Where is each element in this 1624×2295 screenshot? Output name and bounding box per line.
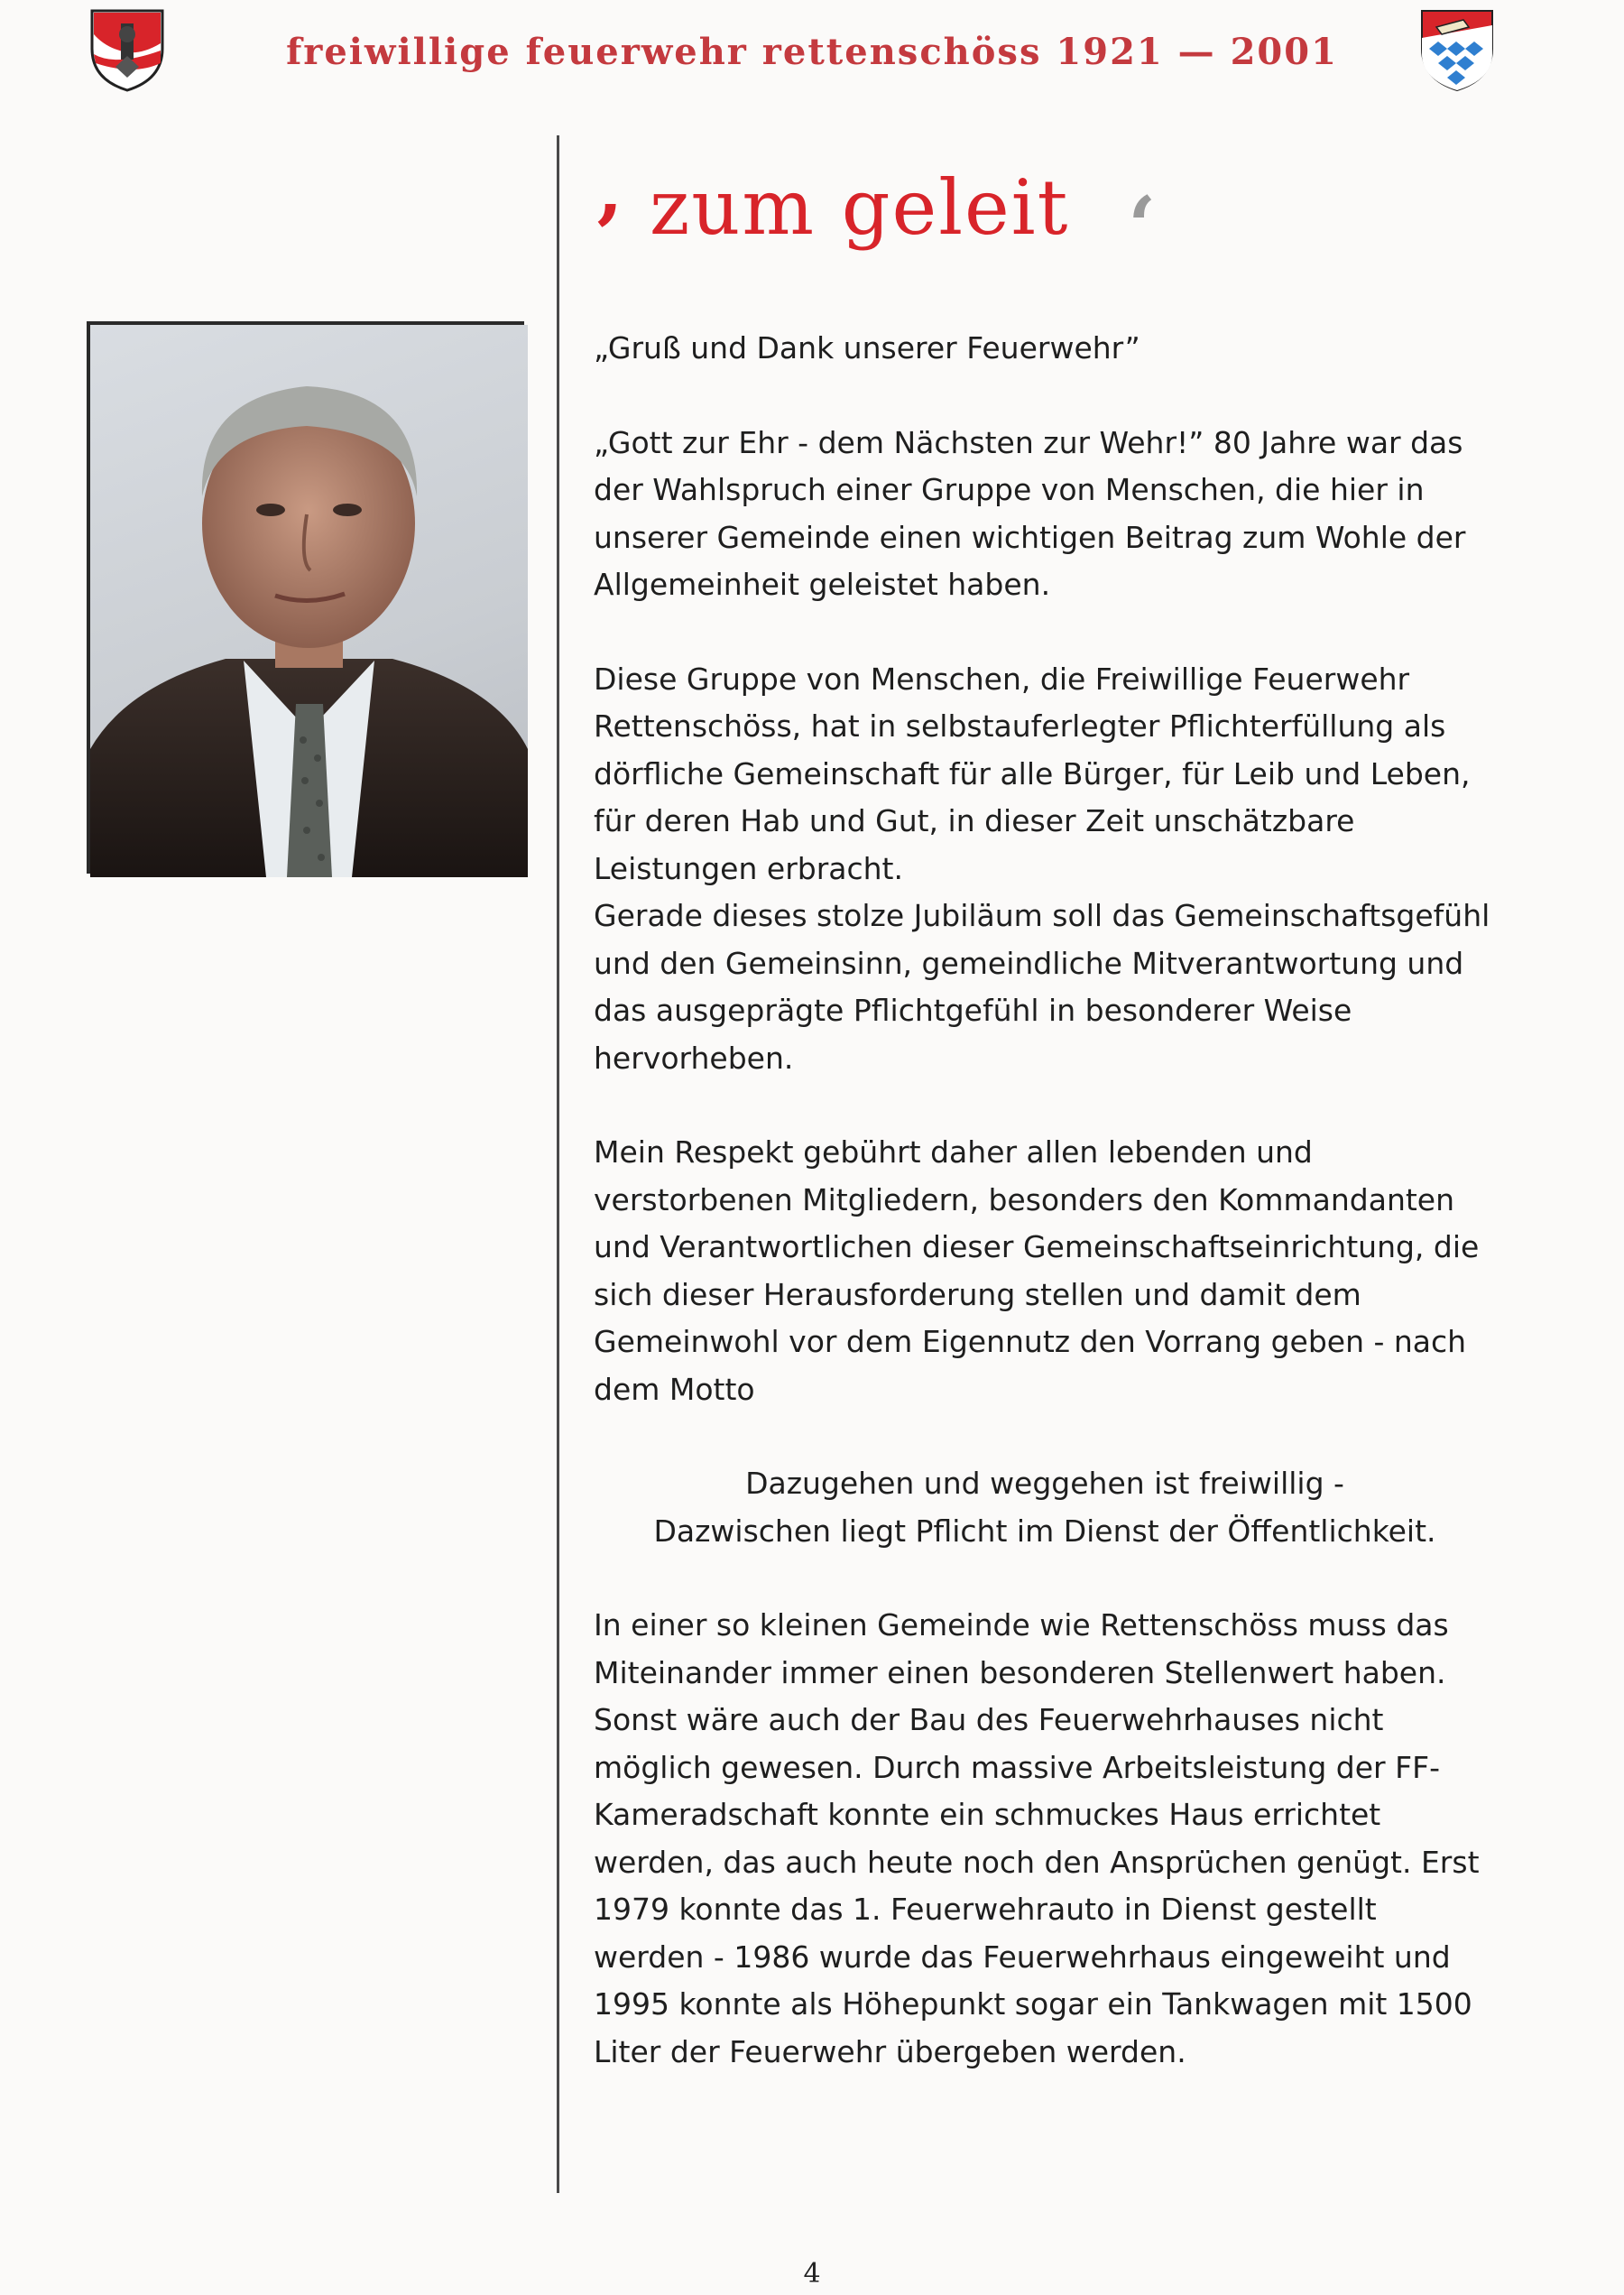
paragraph-jubilee: Gerade dieses stolze Jubiläum soll das Gemeinschaftsgefühl und den Gemeinsinn, gemeindliche Mitverantwortung und das ausgeprägte Pflichtgefühl in besonderer Weise hervorheben. (594, 898, 1490, 1076)
paragraph-motto-intro: „Gott zur Ehr - dem Nächsten zur Wehr!” 80 Jahre war das der Wahlspruch einer Gruppe von Menschen, die hier in unserer Gemeinde einen wichtigen Beitrag zum Wohle der Allgemeinheit geleistet haben. (594, 424, 1466, 602)
page-number: 4 (803, 2258, 821, 2290)
municipal-crest-icon (1418, 7, 1496, 94)
paragraph-community: In einer so kleinen Gemeinde wie Rettenschöss muss das Miteinander immer einen besonderen Stellenwert haben. Sonst wäre auch der Bau des Feuerwehrhauses nicht möglich gewesen. Durch massive Arbeitsleistung der FF-Kameradschaft konnte ein schmuckes Haus errichtet werden, das auch heute noch den Ansprüchen genügt. Erst 1979 konnte das 1. Feuerwehrauto in Dienst gestellt werden - 1986 wurde das Feuerwehrhaus eingeweiht und 1995 konnte als Höhepunkt sogar ein Tankwagen mit 1500 Liter der Feuerwehr übergeben werden. (594, 1607, 1480, 2069)
motto-line-1: Dazugehen und weggehen ist freiwillig - (745, 1466, 1344, 1501)
portrait-illustration (90, 325, 528, 877)
paragraph-group: Diese Gruppe von Menschen, die Freiwillige Feuerwehr Rettenschöss, hat in selbstauferlegter Pflichterfüllung als dörfliche Gemeinschaft für alle Bürger, für Leib und Leben, für deren Hab und Gut, in dieser Zeit unschätzbare Leistungen erbracht. (594, 661, 1471, 886)
portrait-photo (90, 325, 528, 877)
paragraph-respect: Mein Respekt gebührt daher allen lebenden und verstorbenen Mitgliedern, besonders den Kommandanten und Verantwortlichen dieser Gemeinschaftseinrichtung, die sich dieser Herausforderung stellen und damit dem Gemeinwohl vor dem Eigennutz den Vorrang geben - nach dem Motto (594, 1134, 1480, 1407)
motto-block (594, 1460, 1496, 1555)
page-header-title: freiwillige feuerwehr rettenschöss 1921 — 2001 (286, 31, 1338, 73)
fire-brigade-crest-icon (88, 7, 166, 94)
greeting-line: „Gruß und Dank unserer Feuerwehr” (594, 330, 1140, 366)
heading-close-quote: ‘ (1128, 179, 1157, 274)
article-body (594, 325, 1496, 2076)
heading-open-quote: ‚ (595, 141, 624, 236)
motto-line-2: Dazwischen liegt Pflicht im Dienst der Öffentlichkeit. (653, 1513, 1436, 1549)
column-divider (557, 135, 559, 2193)
heading-title: zum geleit (650, 163, 1070, 252)
